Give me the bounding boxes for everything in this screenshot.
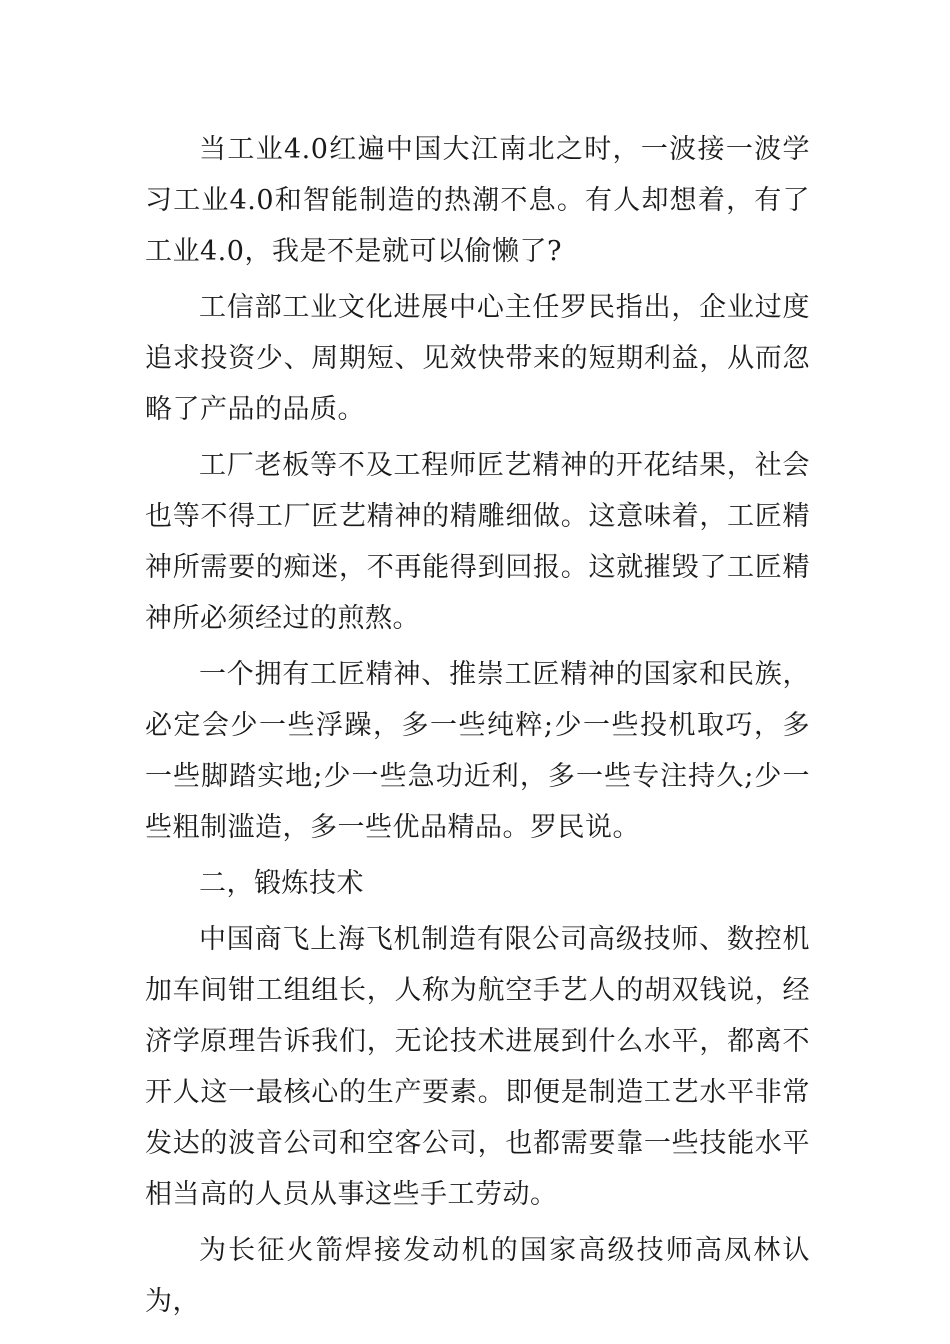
paragraph: 中国商飞上海飞机制造有限公司高级技师、数控机加车间钳工组组长，人称为航空手艺人的胡双钱说，经济学原理告诉我们，无论技术进展到什么水平，都离不开人这一最核心的生产要素。即便是制造工艺水平非常发达的波音公司和空客公司，也都需要靠一些技能水平相当高的人员从事这些手工劳动。 bbox=[145, 924, 810, 1210]
paragraph: 一个拥有工匠精神、推崇工匠精神的国家和民族，必定会少一些浮躁，多一些纯粹;少一些投机取巧，多一些脚踏实地;少一些急功近利，多一些专注持久;少一些粗制滥造，多一些优品精品。罗民说。 bbox=[145, 659, 810, 843]
section-heading: 二，锻炼技术 bbox=[199, 868, 364, 899]
paragraph: 当工业4.0红遍中国大江南北之时，一波接一波学习工业4.0和智能制造的热潮不息。有人却想着，有了工业4.0，我是不是就可以偷懒了? bbox=[145, 134, 810, 267]
document-body bbox=[145, 124, 810, 1332]
paragraph: 工厂老板等不及工程师匠艺精神的开花结果，社会也等不得工厂匠艺精神的精雕细做。这意味着，工匠精神所需要的痴迷，不再能得到回报。这就摧毁了工匠精神所必须经过的煎熬。 bbox=[145, 450, 810, 634]
paragraph: 为长征火箭焊接发动机的国家高级技师高凤林认为， bbox=[145, 1235, 810, 1317]
paragraph: 工信部工业文化进展中心主任罗民指出，企业过度追求投资少、周期短、见效快带来的短期利益，从而忽略了产品的品质。 bbox=[145, 292, 810, 425]
